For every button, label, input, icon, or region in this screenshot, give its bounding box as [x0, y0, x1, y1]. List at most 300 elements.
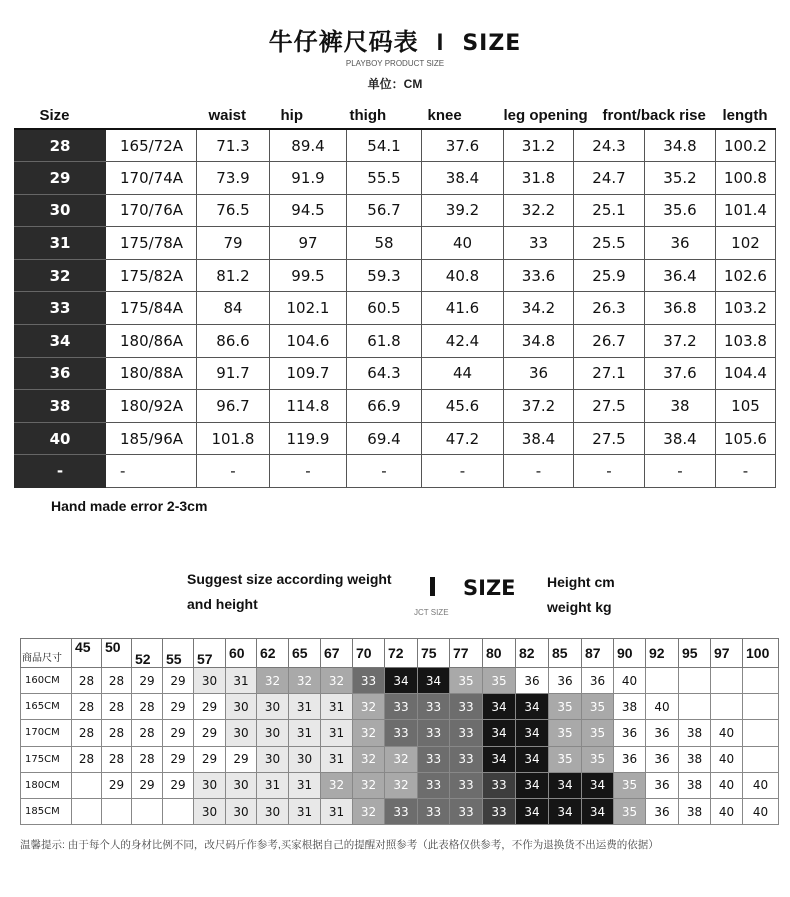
- height-cell: 175/84A: [106, 292, 197, 325]
- measure-cell: 55.5: [347, 162, 422, 195]
- height-label-cell: 160CM: [21, 668, 72, 694]
- size-cell: 40: [711, 720, 743, 746]
- measure-cell: 27.5: [574, 390, 645, 423]
- size-cell: 32: [385, 772, 418, 798]
- size-cell: 32: [15, 259, 106, 292]
- size-cell: 38: [679, 720, 711, 746]
- header-front-back-rise: front/back rise: [574, 99, 716, 129]
- measure-cell: 100.2: [716, 129, 776, 162]
- size-cell: 40: [743, 772, 779, 798]
- size-cell: 32: [289, 668, 321, 694]
- measure-cell: 27.5: [574, 422, 645, 455]
- height-label-cell: 170CM: [21, 720, 72, 746]
- measure-cell: 25.1: [574, 194, 645, 227]
- size-cell: 31: [321, 720, 353, 746]
- size-cell: 33: [418, 772, 450, 798]
- measure-cell: 41.6: [422, 292, 504, 325]
- size-cell: 30: [194, 668, 226, 694]
- size-cell: 38: [679, 772, 711, 798]
- size-cell: 36: [15, 357, 106, 390]
- height-cell: 175/78A: [106, 227, 197, 260]
- size-cell: [743, 746, 779, 772]
- measure-cell: 42.4: [422, 325, 504, 358]
- measure-cell: -: [347, 455, 422, 488]
- measure-cell: -: [270, 455, 347, 488]
- measure-cell: 31.2: [504, 129, 574, 162]
- size-cell: 28: [72, 694, 102, 720]
- size-cell: 31: [257, 772, 289, 798]
- height-row: [21, 694, 779, 720]
- size-cell: 38: [679, 746, 711, 772]
- size-cell: 33: [353, 668, 385, 694]
- measure-cell: 89.4: [270, 129, 347, 162]
- size-cell: 36: [614, 720, 646, 746]
- size-cell: 33: [385, 720, 418, 746]
- size-cell: 29: [226, 746, 257, 772]
- size-cell: 31: [15, 227, 106, 260]
- size-cell: 30: [194, 798, 226, 824]
- size-cell: 40: [711, 746, 743, 772]
- size-row: [15, 194, 776, 227]
- size-cell: 32: [257, 668, 289, 694]
- size-cell: 30: [257, 720, 289, 746]
- title-english: SIZE: [462, 31, 522, 56]
- size-cell: 32: [353, 720, 385, 746]
- measure-cell: 44: [422, 357, 504, 390]
- height-row: [21, 668, 779, 694]
- height-label-cell: 185CM: [21, 798, 72, 824]
- size-cell: 35: [549, 720, 582, 746]
- size-cell: 34: [582, 772, 614, 798]
- size-cell: 32: [321, 668, 353, 694]
- size-cell: 30: [226, 694, 257, 720]
- measure-cell: 59.3: [347, 259, 422, 292]
- size-cell: 28: [102, 720, 132, 746]
- measure-cell: 40.8: [422, 259, 504, 292]
- size-cell: 35: [582, 720, 614, 746]
- size-cell: 40: [711, 772, 743, 798]
- weight-header: 85: [549, 639, 582, 668]
- jct-caption: JCT SIZE: [414, 608, 449, 617]
- size-cell: [711, 668, 743, 694]
- size-cell: 28: [132, 720, 163, 746]
- measure-cell: 36.4: [645, 259, 716, 292]
- size-cell: 35: [450, 668, 483, 694]
- measure-cell: 103.2: [716, 292, 776, 325]
- weight-header: 77: [450, 639, 483, 668]
- height-label: Height cm: [547, 574, 615, 590]
- measure-cell: 37.2: [645, 325, 716, 358]
- size-cell: 33: [418, 746, 450, 772]
- size-row: [15, 292, 776, 325]
- measure-cell: 69.4: [347, 422, 422, 455]
- measure-cell: 101.8: [197, 422, 270, 455]
- weight-header: 57: [194, 639, 226, 668]
- size-cell: 30: [15, 194, 106, 227]
- weight-header: 70: [353, 639, 385, 668]
- size-row: [15, 357, 776, 390]
- weight-header: 82: [516, 639, 549, 668]
- weight-header: 65: [289, 639, 321, 668]
- size-cell: 36: [646, 720, 679, 746]
- height-cell: 180/88A: [106, 357, 197, 390]
- measure-cell: 94.5: [270, 194, 347, 227]
- size-cell: [646, 668, 679, 694]
- size-cell: 33: [418, 720, 450, 746]
- weight-header: 45: [72, 639, 102, 668]
- measure-cell: 33.6: [504, 259, 574, 292]
- size-cell: 30: [226, 772, 257, 798]
- size-cell: 28: [15, 129, 106, 162]
- measure-cell: 34.8: [504, 325, 574, 358]
- size-row: [15, 259, 776, 292]
- measure-cell: 24.3: [574, 129, 645, 162]
- weight-header: 72: [385, 639, 418, 668]
- size-cell: 34: [483, 746, 516, 772]
- measure-cell: 34.2: [504, 292, 574, 325]
- measure-cell: 76.5: [197, 194, 270, 227]
- size-cell: 34: [516, 746, 549, 772]
- header-knee: knee: [422, 99, 504, 129]
- size-cell: [72, 772, 102, 798]
- size-cell: 31: [289, 694, 321, 720]
- size-cell: [679, 668, 711, 694]
- measure-cell: 100.8: [716, 162, 776, 195]
- header-hip: hip: [270, 99, 347, 129]
- size-cell: 33: [450, 746, 483, 772]
- weight-header: 87: [582, 639, 614, 668]
- size-cell: 38: [15, 390, 106, 423]
- size-row: [15, 227, 776, 260]
- measure-cell: 66.9: [347, 390, 422, 423]
- measure-cell: -: [574, 455, 645, 488]
- size-cell: 34: [418, 668, 450, 694]
- size-cell: 28: [72, 720, 102, 746]
- measure-cell: 101.4: [716, 194, 776, 227]
- size-cell: 33: [450, 720, 483, 746]
- size-cell: 29: [163, 746, 194, 772]
- height-row: [21, 720, 779, 746]
- weight-header: 92: [646, 639, 679, 668]
- header-waist: waist: [197, 99, 270, 129]
- measure-cell: 45.6: [422, 390, 504, 423]
- height-cell: 180/86A: [106, 325, 197, 358]
- size-cell: 40: [646, 694, 679, 720]
- size-cell: 32: [321, 772, 353, 798]
- header-leg-opening: leg opening: [504, 99, 574, 129]
- size-row: [15, 162, 776, 195]
- size-cell: 32: [353, 798, 385, 824]
- size-cell: 31: [226, 668, 257, 694]
- suggest-line-1: Suggest size according weight: [187, 571, 392, 587]
- size-cell: 40: [711, 798, 743, 824]
- size-row: [15, 422, 776, 455]
- measure-cell: 64.3: [347, 357, 422, 390]
- measure-cell: 38: [645, 390, 716, 423]
- size-cell: 30: [289, 746, 321, 772]
- measure-cell: 37.6: [645, 357, 716, 390]
- size-cell: 29: [194, 720, 226, 746]
- size-cell: 34: [385, 668, 418, 694]
- size-cell: 35: [582, 694, 614, 720]
- size-cell: 40: [743, 798, 779, 824]
- size-cell: 28: [132, 694, 163, 720]
- size-cell: 29: [194, 746, 226, 772]
- size-cell: 32: [353, 772, 385, 798]
- size-cell: [743, 668, 779, 694]
- measure-cell: 38.4: [645, 422, 716, 455]
- size-cell: [743, 694, 779, 720]
- size-cell: 36: [582, 668, 614, 694]
- divider-bar: [430, 577, 435, 596]
- size-cell: 28: [102, 694, 132, 720]
- suggest-caption: [187, 567, 392, 617]
- measure-cell: 114.8: [270, 390, 347, 423]
- weight-header: 97: [711, 639, 743, 668]
- size-cell: 33: [418, 798, 450, 824]
- height-row: [21, 772, 779, 798]
- size-cell: 31: [289, 772, 321, 798]
- size-cell: 28: [102, 668, 132, 694]
- measure-cell: 96.7: [197, 390, 270, 423]
- size-cell: 30: [194, 772, 226, 798]
- weight-header: 60: [226, 639, 257, 668]
- measure-cell: 99.5: [270, 259, 347, 292]
- size-cell: 29: [102, 772, 132, 798]
- size-cell: 29: [163, 694, 194, 720]
- size-cell: 33: [15, 292, 106, 325]
- measure-cell: 54.1: [347, 129, 422, 162]
- weight-header: 90: [614, 639, 646, 668]
- size-cell: 36: [646, 772, 679, 798]
- size-cell: 30: [257, 746, 289, 772]
- size-cell: [72, 798, 102, 824]
- height-label-cell: 180CM: [21, 772, 72, 798]
- measure-cell: 86.6: [197, 325, 270, 358]
- measure-cell: 38.4: [422, 162, 504, 195]
- measure-cell: 26.7: [574, 325, 645, 358]
- size-cell: 33: [450, 798, 483, 824]
- size-cell: 28: [72, 746, 102, 772]
- header-thigh: thigh: [347, 99, 422, 129]
- size-cell: 32: [385, 746, 418, 772]
- measure-cell: 25.5: [574, 227, 645, 260]
- size-cell: 36: [549, 668, 582, 694]
- size-cell: [132, 798, 163, 824]
- measure-cell: 104.4: [716, 357, 776, 390]
- size-cell: 31: [289, 720, 321, 746]
- height-label-cell: 165CM: [21, 694, 72, 720]
- header-size: Size: [15, 99, 106, 129]
- height-cell: 185/96A: [106, 422, 197, 455]
- height-row: [21, 746, 779, 772]
- size-cell: 38: [679, 798, 711, 824]
- measure-cell: -: [645, 455, 716, 488]
- suggest-line-2: and height: [187, 596, 258, 612]
- size-cell: 35: [549, 746, 582, 772]
- size-cell: [679, 694, 711, 720]
- measure-cell: 102.6: [716, 259, 776, 292]
- height-row: [21, 798, 779, 824]
- size-cell: 33: [418, 694, 450, 720]
- measure-cell: 91.9: [270, 162, 347, 195]
- size-cell: 31: [321, 798, 353, 824]
- measure-cell: 35.2: [645, 162, 716, 195]
- size-cell: 36: [646, 798, 679, 824]
- size-cell: 40: [614, 668, 646, 694]
- weight-header: 67: [321, 639, 353, 668]
- measure-cell: 105: [716, 390, 776, 423]
- size-cell: 34: [516, 772, 549, 798]
- size-cell: 38: [614, 694, 646, 720]
- measure-cell: 36: [645, 227, 716, 260]
- size-cell: 30: [257, 694, 289, 720]
- axis-caption: [547, 570, 615, 620]
- height-cell: 175/82A: [106, 259, 197, 292]
- measure-cell: 38.4: [504, 422, 574, 455]
- weight-header: 55: [163, 639, 194, 668]
- size-cell: 34: [516, 720, 549, 746]
- measure-cell: 102: [716, 227, 776, 260]
- measure-cell: 91.7: [197, 357, 270, 390]
- size-cell: 33: [385, 798, 418, 824]
- height-label-cell: 175CM: [21, 746, 72, 772]
- size-cell: 35: [614, 772, 646, 798]
- size-row: [15, 325, 776, 358]
- measure-cell: 33: [504, 227, 574, 260]
- size-cell: 29: [132, 668, 163, 694]
- measure-cell: -: [197, 455, 270, 488]
- size-cell: 34: [516, 694, 549, 720]
- size-label: SIZE: [463, 576, 516, 600]
- size-table-header: [15, 99, 776, 129]
- weight-height-size-table: [20, 638, 779, 825]
- size-cell: 31: [321, 746, 353, 772]
- header-height-blank: [106, 99, 197, 129]
- size-row: [15, 455, 776, 488]
- size-cell: 33: [450, 772, 483, 798]
- measure-cell: 36: [504, 357, 574, 390]
- size-cell: 33: [450, 694, 483, 720]
- measure-cell: 102.1: [270, 292, 347, 325]
- measure-cell: 37.2: [504, 390, 574, 423]
- height-cell: -: [106, 455, 197, 488]
- brand-caption: PLAYBOY PRODUCT SIZE: [345, 59, 445, 68]
- size-cell: 30: [226, 798, 257, 824]
- size-row: [15, 129, 776, 162]
- title-chinese: 牛仔裤尺码表: [268, 29, 419, 56]
- weight-header: 80: [483, 639, 516, 668]
- measure-cell: 79: [197, 227, 270, 260]
- size-cell: 36: [516, 668, 549, 694]
- size-cell: 33: [483, 772, 516, 798]
- measure-cell: 32.2: [504, 194, 574, 227]
- size-cell: [743, 720, 779, 746]
- measure-cell: 34.8: [645, 129, 716, 162]
- size-cell: 33: [385, 694, 418, 720]
- title-separator: I: [436, 29, 445, 56]
- size-cell: [102, 798, 132, 824]
- size-cell: 34: [516, 798, 549, 824]
- header-length: length: [716, 99, 776, 129]
- measure-cell: 71.3: [197, 129, 270, 162]
- size-cell: 29: [15, 162, 106, 195]
- measure-cell: 31.8: [504, 162, 574, 195]
- size-cell: 28: [102, 746, 132, 772]
- measure-cell: 97: [270, 227, 347, 260]
- footer-note: 温馨提示: 由于每个人的身材比例不同，改尺码斤作参考,买家根据自己的提醒对照参考（此表格仅供参考，不作为退换货不出运费的依据）: [20, 839, 659, 851]
- size-cell: 32: [353, 694, 385, 720]
- size-cell: 32: [353, 746, 385, 772]
- weight-header-row: [21, 639, 779, 668]
- measure-cell: 119.9: [270, 422, 347, 455]
- measure-cell: 105.6: [716, 422, 776, 455]
- size-cell: 31: [289, 798, 321, 824]
- weight-header: 62: [257, 639, 289, 668]
- measure-cell: 81.2: [197, 259, 270, 292]
- size-cell: 30: [226, 720, 257, 746]
- size-cell: 29: [194, 694, 226, 720]
- measure-cell: 36.8: [645, 292, 716, 325]
- measure-cell: 27.1: [574, 357, 645, 390]
- measure-cell: 104.6: [270, 325, 347, 358]
- unit-caption: 单位：CM: [367, 77, 423, 91]
- size-cell: 34: [483, 694, 516, 720]
- weight-header: 100: [743, 639, 779, 668]
- size-measurement-table: [14, 99, 776, 488]
- size-cell: 35: [582, 746, 614, 772]
- size-cell: 35: [549, 694, 582, 720]
- measure-cell: 40: [422, 227, 504, 260]
- size-cell: 34: [483, 720, 516, 746]
- measure-cell: 24.7: [574, 162, 645, 195]
- size-row: [15, 390, 776, 423]
- size-cell: 34: [549, 798, 582, 824]
- size-cell: 36: [646, 746, 679, 772]
- size-cell: 33: [483, 798, 516, 824]
- size-cell: 29: [163, 772, 194, 798]
- size-cell: 29: [163, 668, 194, 694]
- size-cell: [711, 694, 743, 720]
- size-cell: 31: [321, 694, 353, 720]
- height-cell: 170/74A: [106, 162, 197, 195]
- error-note: Hand made error 2-3cm: [51, 498, 208, 514]
- size-cell: 34: [549, 772, 582, 798]
- size-cell: 35: [614, 798, 646, 824]
- measure-cell: -: [422, 455, 504, 488]
- weight-header: 75: [418, 639, 450, 668]
- weight-label: weight kg: [547, 599, 612, 615]
- size-cell: 35: [483, 668, 516, 694]
- measure-cell: 58: [347, 227, 422, 260]
- height-cell: 180/92A: [106, 390, 197, 423]
- weight-header: 52: [132, 639, 163, 668]
- height-cell: 165/72A: [106, 129, 197, 162]
- measure-cell: 56.7: [347, 194, 422, 227]
- size-cell: 36: [614, 746, 646, 772]
- size-cell: -: [15, 455, 106, 488]
- corner-label: 商品尺寸: [21, 639, 72, 668]
- weight-header: 95: [679, 639, 711, 668]
- size-cell: 40: [15, 422, 106, 455]
- measure-cell: 61.8: [347, 325, 422, 358]
- measure-cell: 103.8: [716, 325, 776, 358]
- size-cell: 28: [72, 668, 102, 694]
- weight-header: 50: [102, 639, 132, 668]
- height-cell: 170/76A: [106, 194, 197, 227]
- size-cell: 29: [163, 720, 194, 746]
- measure-cell: 84: [197, 292, 270, 325]
